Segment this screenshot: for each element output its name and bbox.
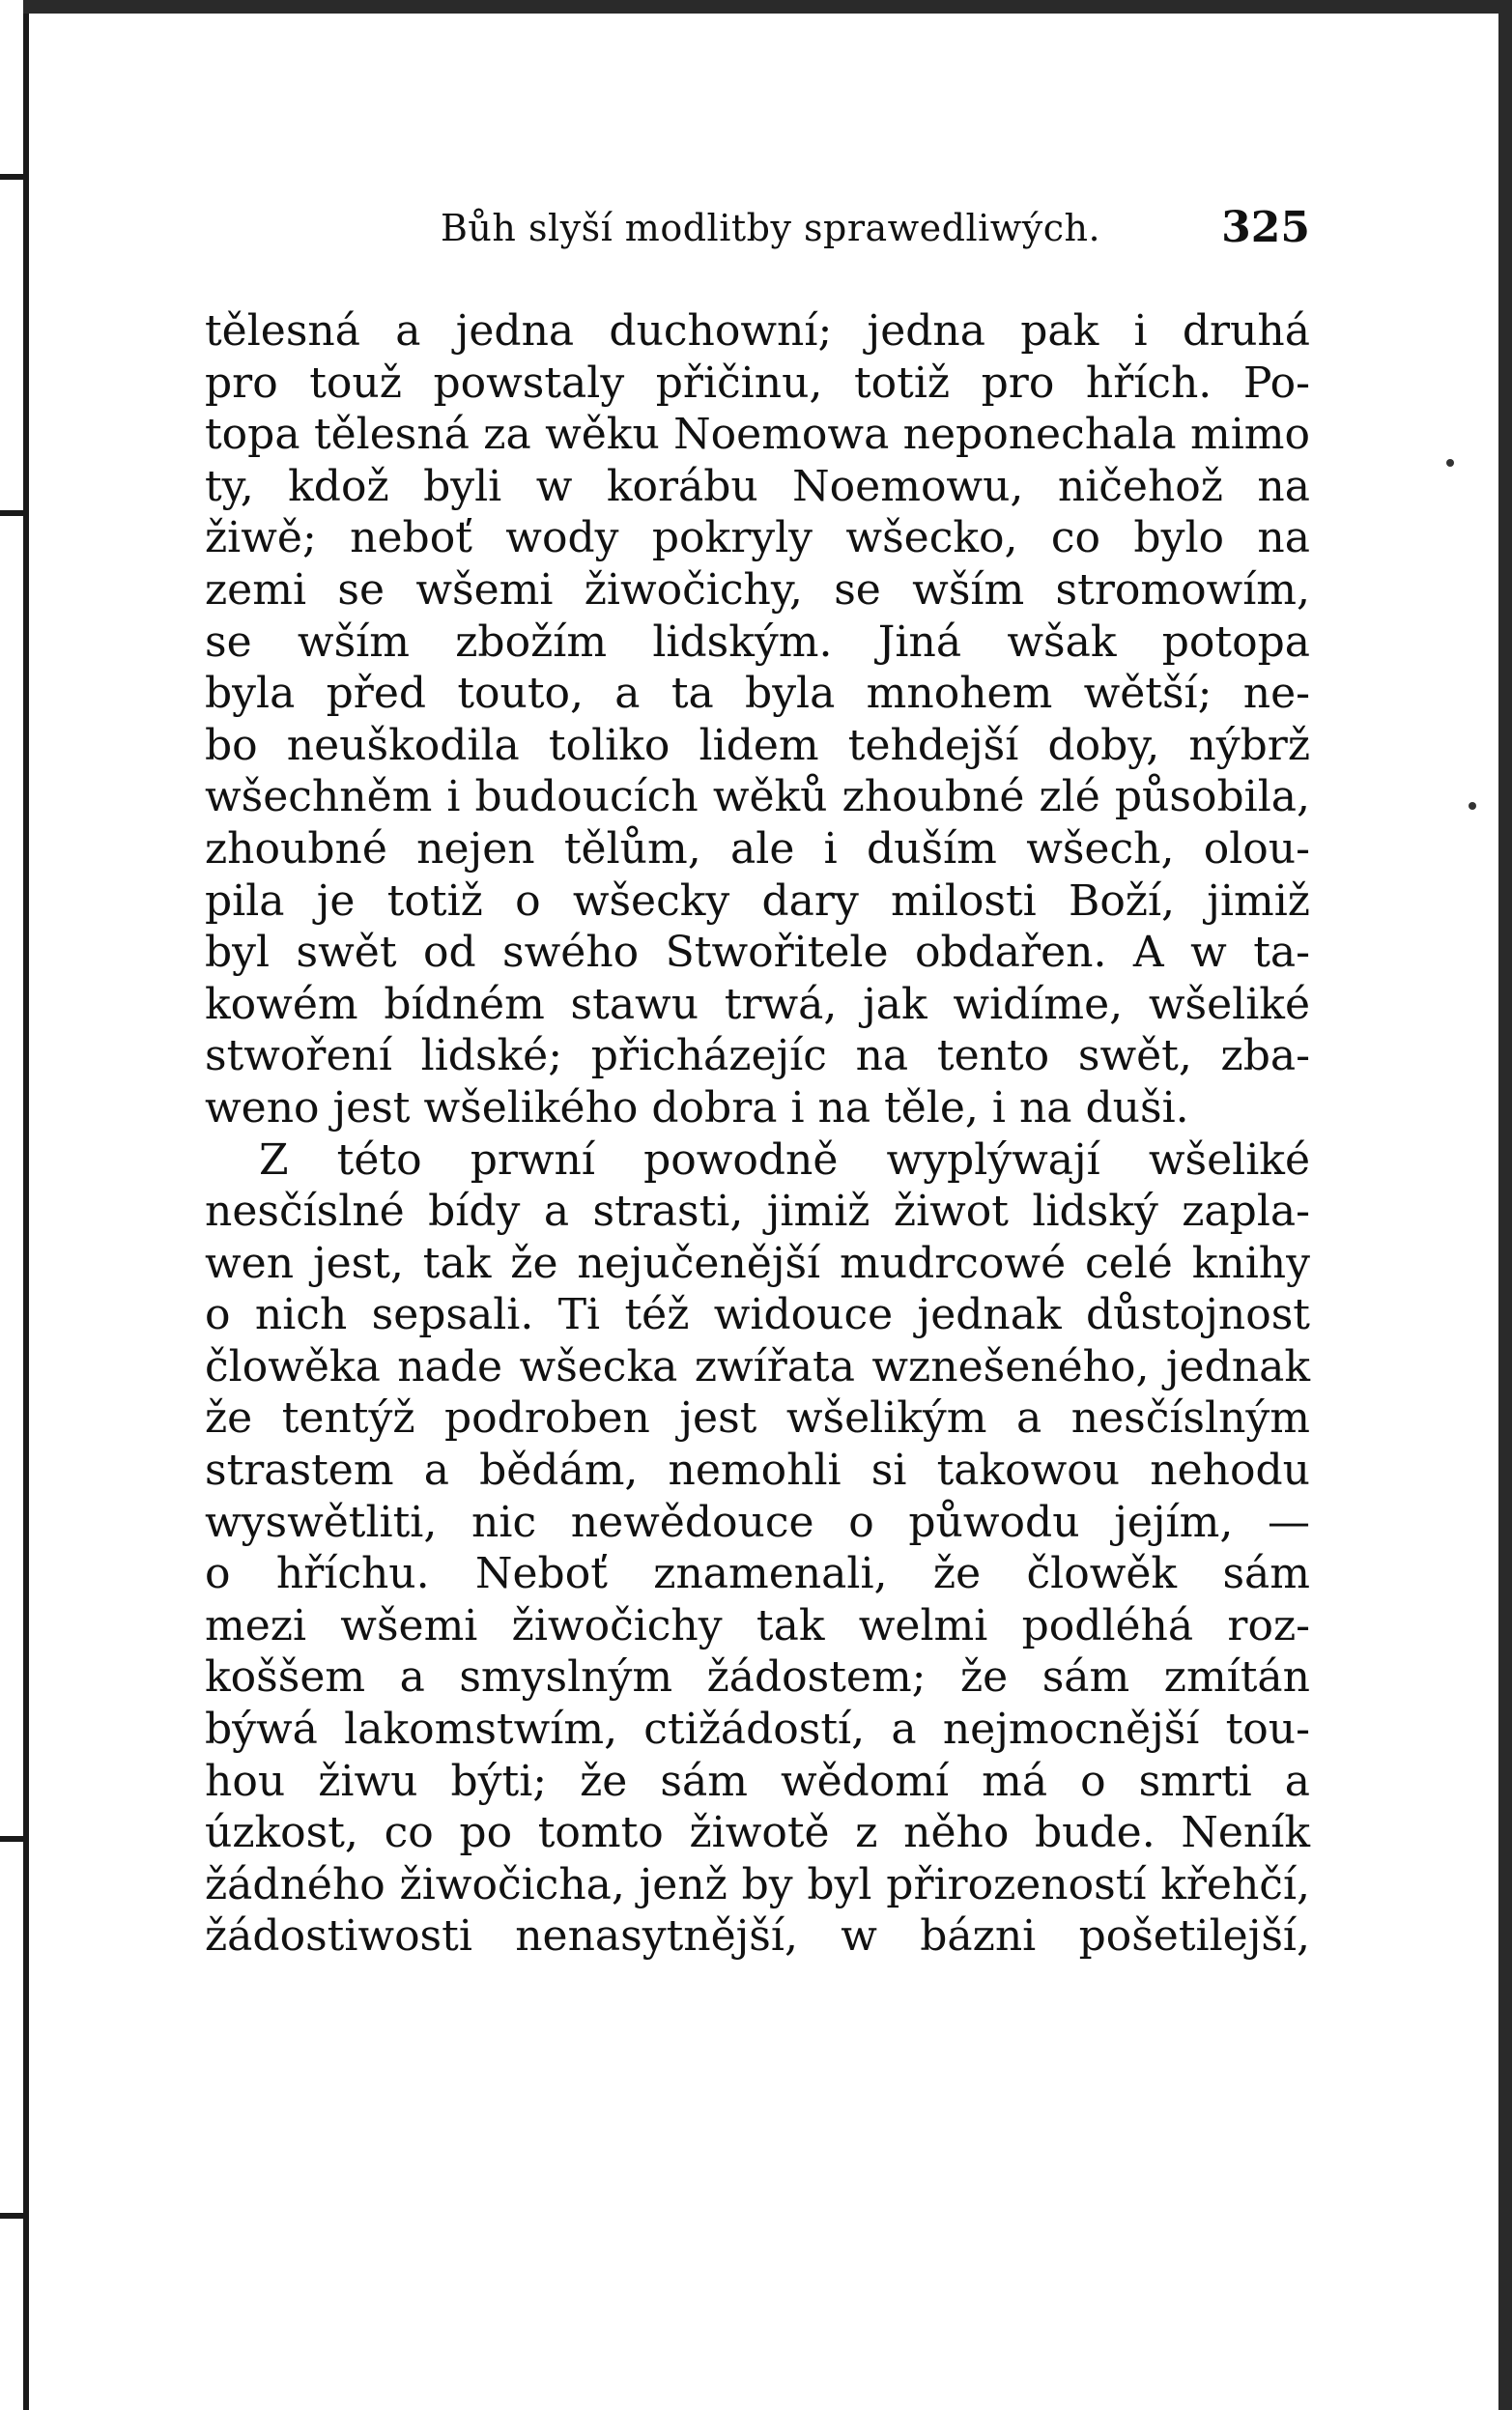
text-line: wyswětliti, nic newědouce o půwodu jejím, — xyxy=(205,1497,1310,1547)
text-line: wšechněm i budoucích wěků zhoubné zlé působila, xyxy=(205,772,1310,822)
scan-right-edge xyxy=(1498,0,1512,2410)
text-line: býwá lakomstwím, ctižádostí, a nejmocnější tou- xyxy=(205,1705,1310,1755)
text-line: strastem a bědám, nemohli si takowou nehodu xyxy=(205,1446,1310,1496)
text-line: mezi wšemi žiwočichy tak welmi podléhá roz- xyxy=(205,1600,1310,1650)
text-line: weno jest wšelikého dobra i na těle, i na duši. xyxy=(205,1082,1189,1133)
text-line: nesčíslné bídy a strasti, jimiž žiwot lidský zapla- xyxy=(205,1187,1310,1237)
margin-speck xyxy=(1446,459,1454,467)
scan-top-edge xyxy=(23,0,1512,14)
text-line: žiwě; neboť wody pokryly wšecko, co bylo na xyxy=(205,513,1310,563)
text-line: stwoření lidské; přicházejíc na tento swět, zba- xyxy=(205,1031,1310,1081)
text-line: pro touž powstaly přičinu, totiž pro hřích. Po- xyxy=(205,358,1310,408)
running-head xyxy=(441,201,1310,255)
scan-edge-mark xyxy=(0,2213,27,2219)
text-line: člowěka nade wšecka zwířata wznešeného, jednak xyxy=(205,1341,1310,1391)
text-line: tělesná a jedna duchowní; jedna pak i druhá xyxy=(205,306,1310,356)
running-title: Bůh slyší modlitby sprawedliwých. xyxy=(441,207,1101,249)
text-line: se wším zbožím lidským. Jiná wšak potopa xyxy=(205,617,1310,667)
scan-edge-mark xyxy=(0,174,27,180)
text-line: že tentýž podroben jest wšelikým a nesčíslným xyxy=(205,1393,1310,1444)
text-line: zhoubné nejen tělům, ale i duším wšech, olou- xyxy=(205,823,1310,874)
text-line: pila je totiž o wšecky dary milosti Boží, jimiž xyxy=(205,875,1310,926)
text-line: žádostiwosti nenasytnější, w bázni pošetilejší, xyxy=(205,1911,1310,1962)
text-line: topa tělesná za wěku Noemowa neponechala mimo xyxy=(205,410,1310,460)
text-line: o nich sepsali. Ti též widouce jednak důstojnost xyxy=(205,1290,1310,1340)
scan-edge-mark xyxy=(0,1836,27,1842)
text-line: Z této prwní powodně wyplýwají wšeliké xyxy=(259,1134,1310,1185)
text-line: úzkost, co po tomto žiwotě z něho bude. Neník xyxy=(205,1808,1310,1858)
text-line: žádného žiwočicha, jenž by byl přirozeností křehčí, xyxy=(205,1859,1310,1909)
scan-edge-mark xyxy=(0,510,27,516)
text-line: kowém bídném stawu trwá, jak widíme, wšeliké xyxy=(205,979,1310,1029)
text-line: byl swět od swého Stwořitele obdařen. A w ta- xyxy=(205,928,1310,978)
text-line: byla před touto, a ta byla mnohem wětší; ne- xyxy=(205,669,1310,719)
text-line: hou žiwu býti; že sám wědomí má o smrti a xyxy=(205,1756,1310,1806)
text-line: zemi se wšemi žiwočichy, se wším stromowím, xyxy=(205,564,1310,615)
body-text xyxy=(205,305,1310,1963)
text-line: wen jest, tak že nejučenější mudrcowé celé knihy xyxy=(205,1238,1310,1288)
page-number: 325 xyxy=(1221,203,1310,252)
margin-speck xyxy=(1469,802,1476,810)
scan-left-edge xyxy=(0,0,29,2410)
text-line: koššem a smyslným žádostem; že sám zmítán xyxy=(205,1652,1310,1703)
text-line: o hříchu. Neboť znamenali, že člowěk sám xyxy=(205,1549,1310,1599)
text-line: ty, kdož byli w korábu Noemowu, ničehož na xyxy=(205,461,1310,511)
text-line: bo neuškodila toliko lidem tehdejší doby, nýbrž xyxy=(205,720,1310,770)
